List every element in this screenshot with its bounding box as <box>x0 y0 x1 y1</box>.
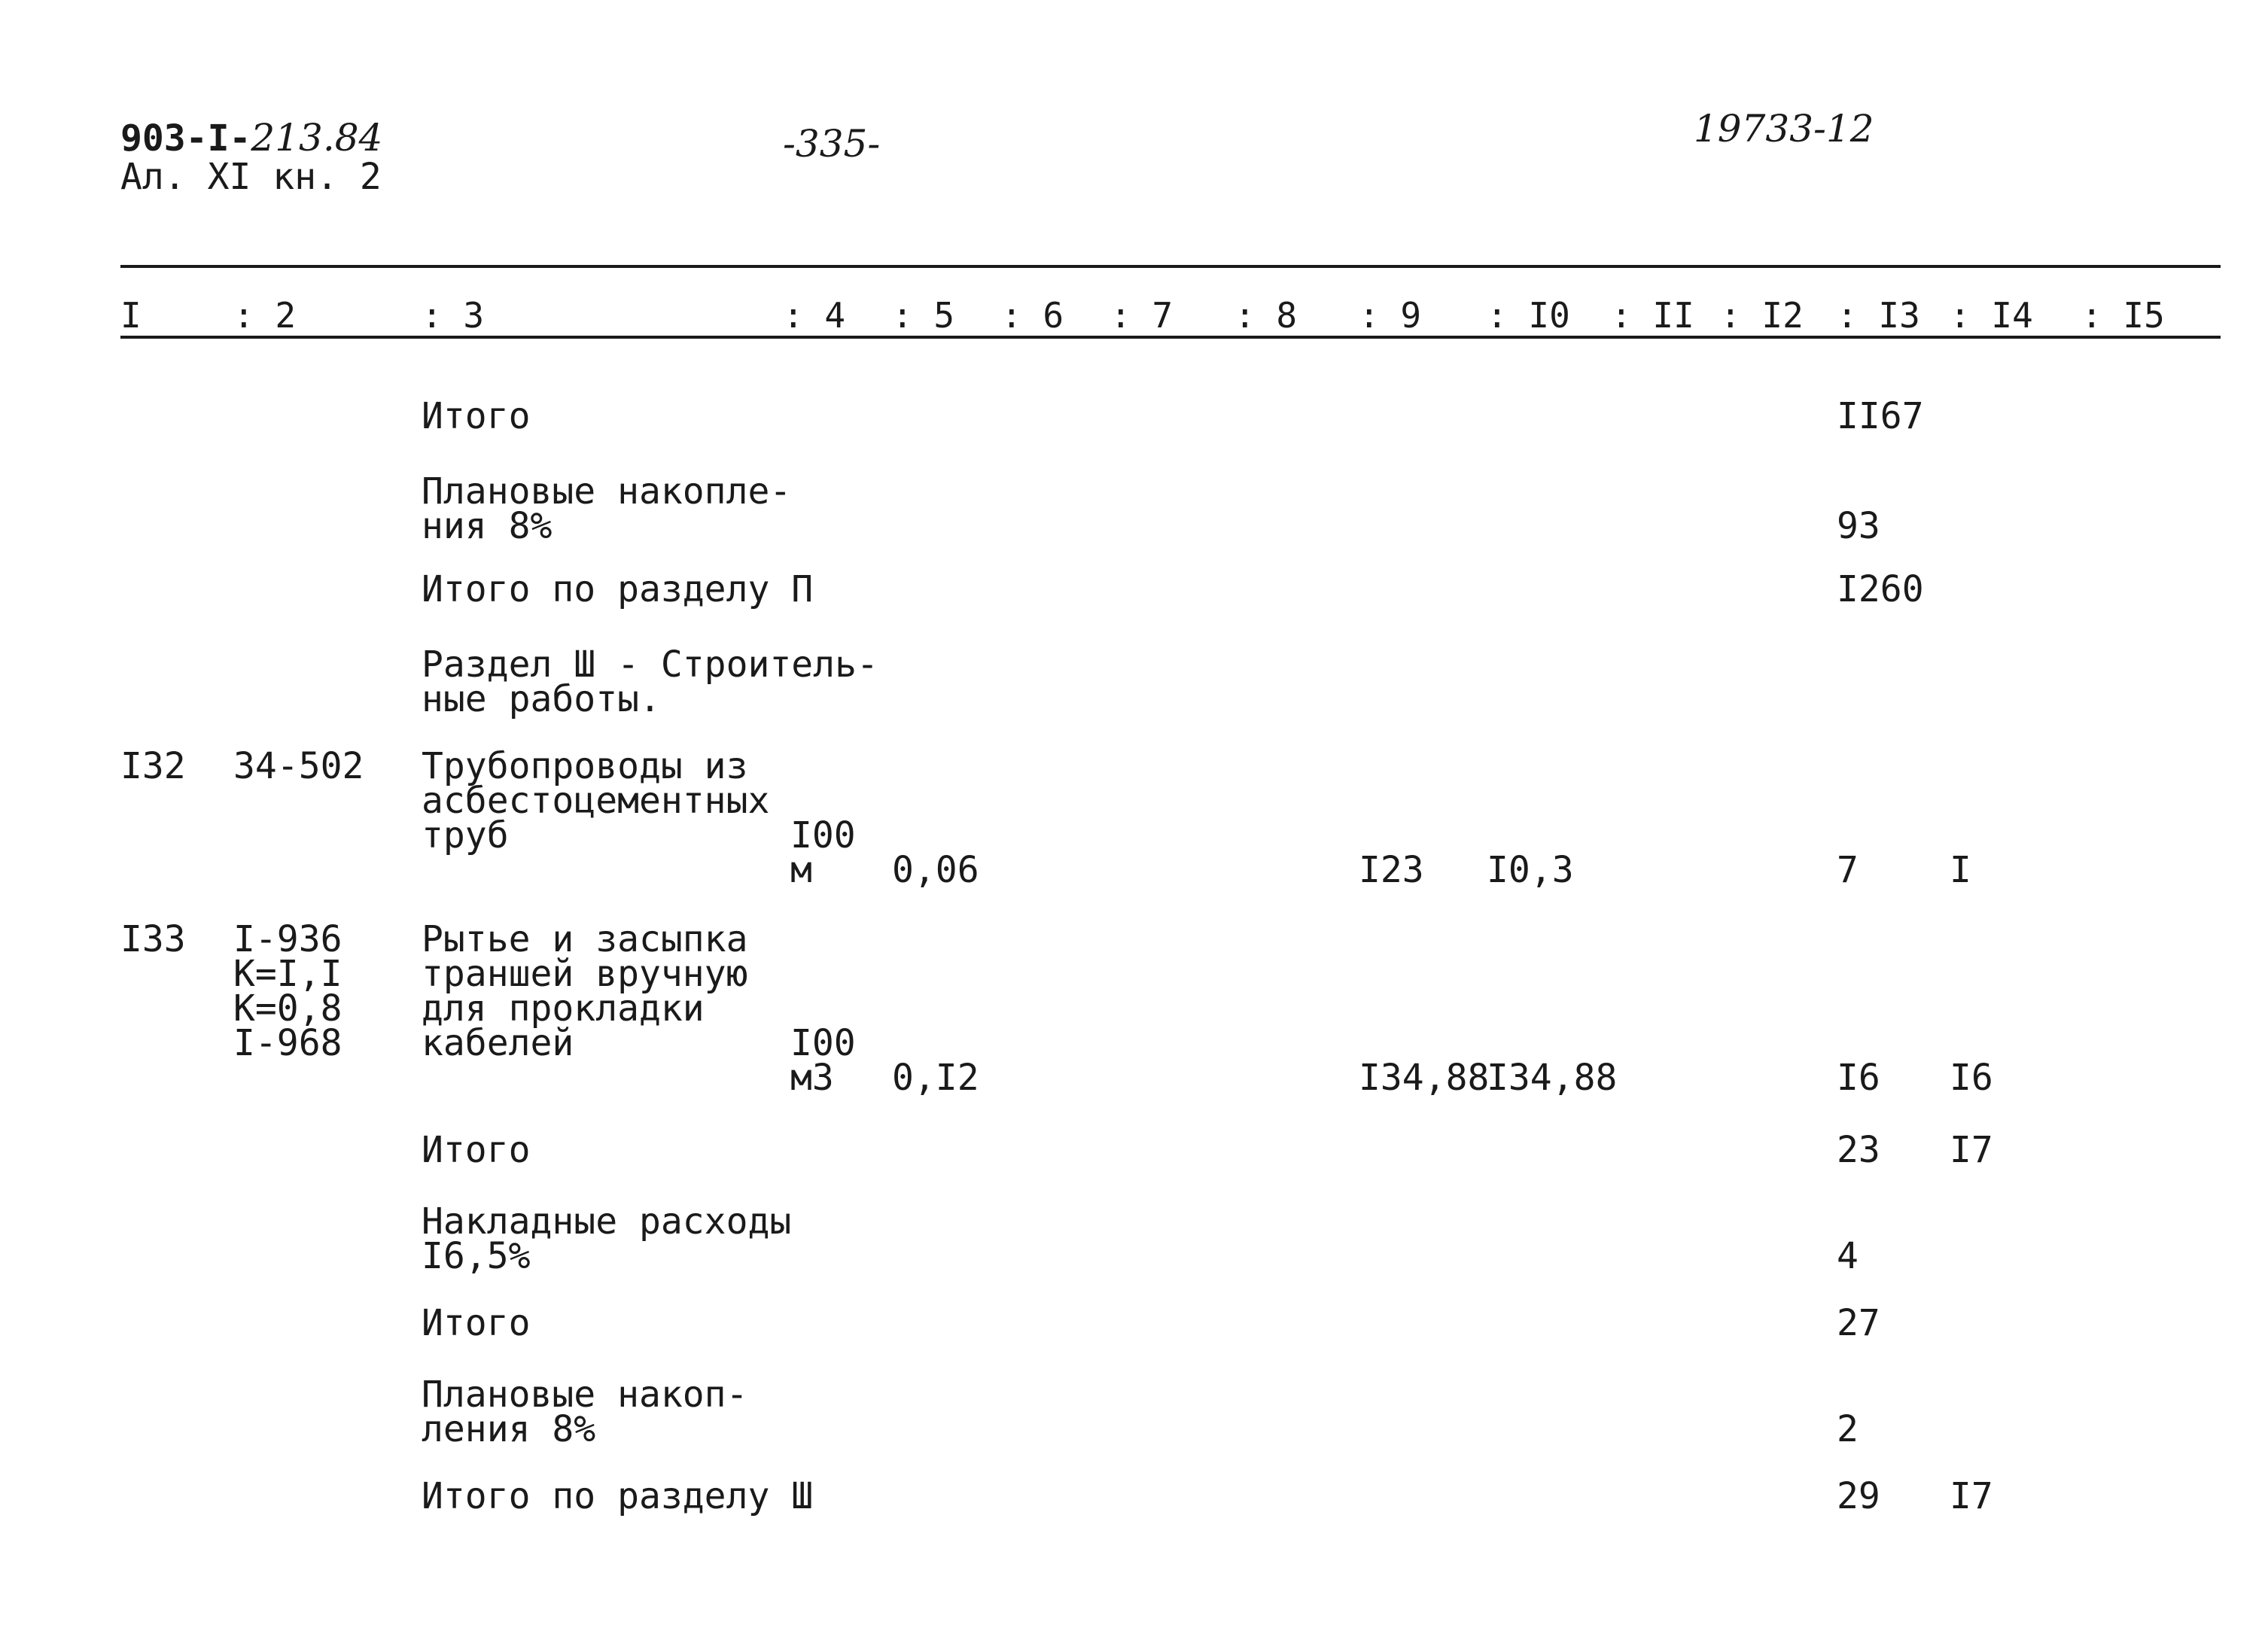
work-description <box>422 643 878 720</box>
column-header-cell: : 2 <box>233 295 297 336</box>
work-description <box>422 470 792 547</box>
price-code-line: I-936 <box>233 918 342 960</box>
work-description-line: ния 8% <box>422 505 553 547</box>
work-description-line: Раздел Ш - Строитель- <box>422 643 878 686</box>
total-wages: I7 <box>1950 1129 1993 1171</box>
work-description-line: Плановые накоп- <box>422 1374 748 1416</box>
unit-line: м3 <box>790 1057 834 1099</box>
registration-number: 19733-12 <box>1694 107 1874 151</box>
column-header-cell: : 7 <box>1110 295 1174 336</box>
price-code-line: К=I,I <box>233 953 342 995</box>
total-cost: 4 <box>1837 1235 1859 1277</box>
total-cost: 23 <box>1837 1129 1880 1171</box>
document-code <box>120 116 383 160</box>
header-top-rule <box>120 265 2221 268</box>
work-description-line: ления 8% <box>422 1408 596 1450</box>
total-cost: 27 <box>1837 1302 1880 1344</box>
quantity: 0,06 <box>892 849 979 891</box>
column-header-cell: : I5 <box>2081 295 2165 336</box>
column-header-cell: : 5 <box>892 295 955 336</box>
work-description-line: кабелей <box>422 1022 574 1064</box>
unit-line: I00 <box>790 814 856 856</box>
work-description-line: для прокладки <box>422 987 705 1030</box>
quantity: 0,I2 <box>892 1057 979 1099</box>
unit-cost-wages: I0,3 <box>1487 849 1574 891</box>
work-description <box>422 918 748 1064</box>
work-description-line: I6,5% <box>422 1235 531 1277</box>
total-cost: 93 <box>1837 505 1880 547</box>
column-header-cell: : II <box>1611 295 1694 336</box>
price-code <box>233 745 364 787</box>
work-description-line: Итого <box>422 1129 531 1171</box>
work-description-line: Накладные расходы <box>422 1200 792 1243</box>
work-description-line: Рытье и засыпка <box>422 918 748 960</box>
price-code-line: 34-502 <box>233 745 364 787</box>
column-header-cell: : 9 <box>1359 295 1422 336</box>
work-description-line: труб <box>422 814 509 856</box>
column-header-cell: : I0 <box>1487 295 1570 336</box>
total-cost: 7 <box>1837 849 1859 891</box>
page-number: -335- <box>783 122 881 166</box>
work-description-line: асбестоцементных <box>422 780 770 822</box>
column-header-cell: : 6 <box>1001 295 1064 336</box>
document-code-handwritten: 213.84 <box>251 116 383 160</box>
total-cost: 2 <box>1837 1408 1859 1450</box>
work-description-line: Итого <box>422 1302 531 1344</box>
total-wages: I <box>1950 849 1971 891</box>
total-cost: II67 <box>1837 395 1924 437</box>
total-wages: I7 <box>1950 1475 1993 1517</box>
unit-cost-total: I34,88 <box>1359 1057 1490 1099</box>
row-number: I32 <box>120 745 186 787</box>
column-header-cell: : 4 <box>783 295 846 336</box>
work-description-line: Итого по разделу П <box>422 568 814 610</box>
column-header-cell: : I2 <box>1720 295 1804 336</box>
column-header-cell: : 3 <box>422 295 485 336</box>
total-cost: I260 <box>1837 568 1924 610</box>
total-cost: 29 <box>1837 1475 1880 1517</box>
work-description <box>422 1200 792 1277</box>
column-header-cell: : I3 <box>1837 295 1920 336</box>
work-description <box>422 1302 531 1344</box>
unit-cost-total: I23 <box>1359 849 1424 891</box>
work-description <box>422 568 814 610</box>
work-description-line: ные работы. <box>422 678 661 720</box>
total-cost: I6 <box>1837 1057 1880 1099</box>
work-description-line: траншей вручную <box>422 953 748 995</box>
total-wages: I6 <box>1950 1057 1993 1099</box>
work-description-line: Итого по разделу Ш <box>422 1475 814 1517</box>
work-description <box>422 1475 814 1517</box>
price-code <box>233 918 342 1064</box>
work-description <box>422 395 531 437</box>
unit-line: м <box>790 849 812 891</box>
work-description <box>422 1129 531 1171</box>
row-number: I33 <box>120 918 186 960</box>
work-description-line: Трубопроводы из <box>422 745 748 787</box>
column-header-cell: : 8 <box>1234 295 1298 336</box>
unit-of-measure <box>790 1022 856 1099</box>
column-header-cell: : I4 <box>1950 295 2033 336</box>
unit-cost-wages: I34,88 <box>1487 1057 1618 1099</box>
price-code-line: К=0,8 <box>233 987 342 1030</box>
work-description-line: Итого <box>422 395 531 437</box>
document-code-prefix: 903-I- <box>120 117 251 160</box>
work-description <box>422 1374 748 1450</box>
column-header-cell: I <box>120 295 142 336</box>
unit-line: I00 <box>790 1022 856 1064</box>
work-description-line: Плановые накопле- <box>422 470 792 513</box>
document-album: Ал. XI кн. 2 <box>120 156 382 198</box>
price-code-line: I-968 <box>233 1022 342 1064</box>
unit-of-measure <box>790 814 856 891</box>
work-description <box>422 745 770 856</box>
header-bottom-rule <box>120 336 2221 339</box>
